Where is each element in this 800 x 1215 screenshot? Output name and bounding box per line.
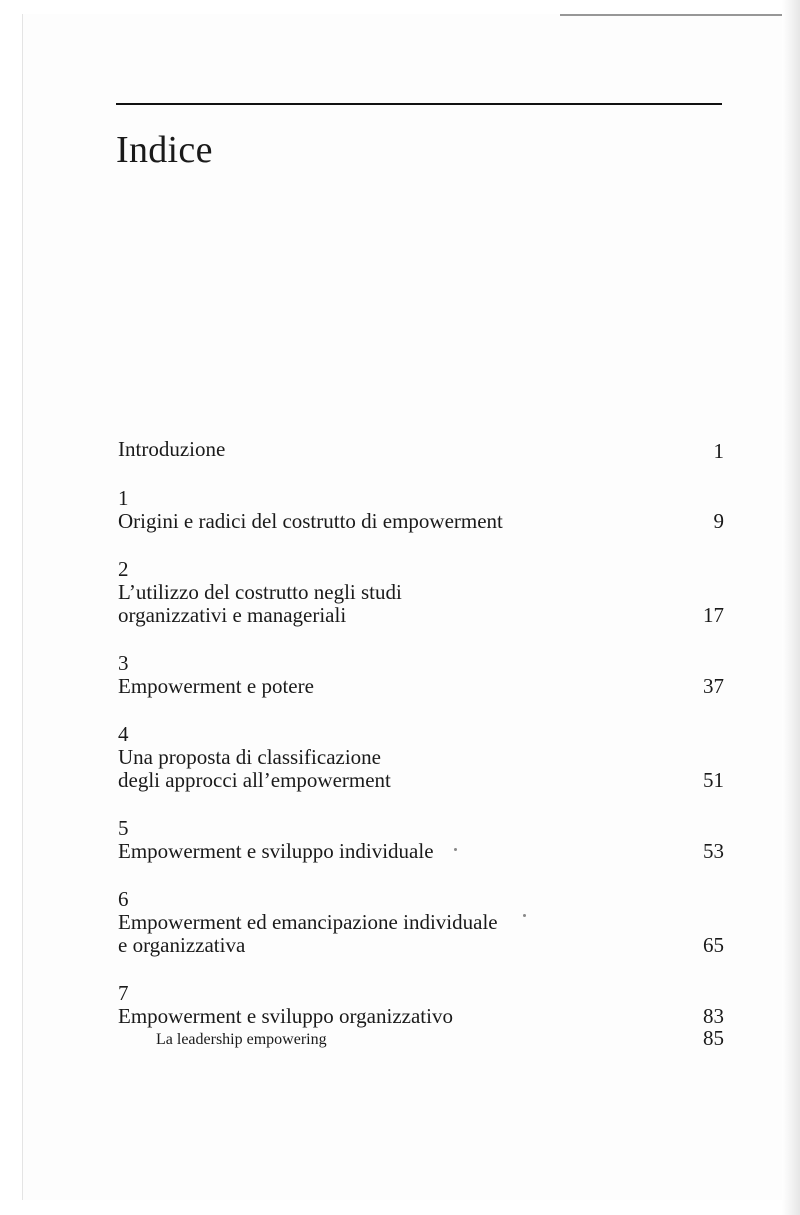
chapter-number: 4 <box>118 722 129 746</box>
toc-page-number: 65 <box>703 933 724 957</box>
chapter-title-continued: organizzativi e manageriali <box>118 603 347 627</box>
chapter-title-continued: degli approcci all’empowerment <box>118 768 391 792</box>
toc-page-number: 9 <box>713 509 724 533</box>
chapter-title-continued: e organizzativa <box>118 933 246 957</box>
table-of-contents <box>118 438 724 1050</box>
toc-entry-title: Introduzione <box>118 437 226 461</box>
toc-page-number: 51 <box>703 768 724 792</box>
toc-entry-chapter-1[interactable] <box>118 487 724 533</box>
toc-entry-chapter-4[interactable] <box>118 723 724 792</box>
chapter-number: 6 <box>118 887 129 911</box>
toc-entry-introduction[interactable] <box>118 438 724 461</box>
page-title: Indice <box>116 129 213 171</box>
page-top-edge <box>560 14 782 16</box>
chapter-title: Empowerment e sviluppo individuale <box>118 839 434 863</box>
toc-entry-chapter-6[interactable] <box>118 888 724 957</box>
chapter-title: Una proposta di classificazione <box>118 745 381 769</box>
toc-page-number: 37 <box>703 674 724 698</box>
page-edge-shadow <box>782 0 800 1215</box>
chapter-title: Origini e radici del costrutto di empowerment <box>118 509 503 533</box>
chapter-title: Empowerment e sviluppo organizzativo <box>118 1004 453 1028</box>
scan-speck <box>454 848 457 851</box>
scan-speck <box>523 914 526 917</box>
toc-entry-chapter-7[interactable] <box>118 982 724 1028</box>
toc-page-number: 83 <box>703 1004 724 1028</box>
chapter-number: 5 <box>118 816 129 840</box>
toc-entry-chapter-2[interactable] <box>118 558 724 627</box>
toc-entry-chapter-3[interactable] <box>118 652 724 698</box>
chapter-number: 1 <box>118 486 129 510</box>
chapter-number: 3 <box>118 651 129 675</box>
toc-subentry-leadership-empowering[interactable] <box>118 1026 724 1050</box>
toc-entry-chapter-5[interactable] <box>118 817 724 863</box>
toc-page-number: 85 <box>703 1026 724 1050</box>
chapter-title: Empowerment ed emancipazione individuale <box>118 910 498 934</box>
toc-page-number: 1 <box>713 439 724 463</box>
chapter-title: L’utilizzo del costrutto negli studi <box>118 580 402 604</box>
chapter-number: 2 <box>118 557 129 581</box>
header-rule <box>116 103 722 105</box>
section-title: La leadership empowering <box>156 1031 327 1048</box>
toc-page-number: 53 <box>703 839 724 863</box>
chapter-number: 7 <box>118 981 129 1005</box>
chapter-title: Empowerment e potere <box>118 674 314 698</box>
toc-page-number: 17 <box>703 603 724 627</box>
